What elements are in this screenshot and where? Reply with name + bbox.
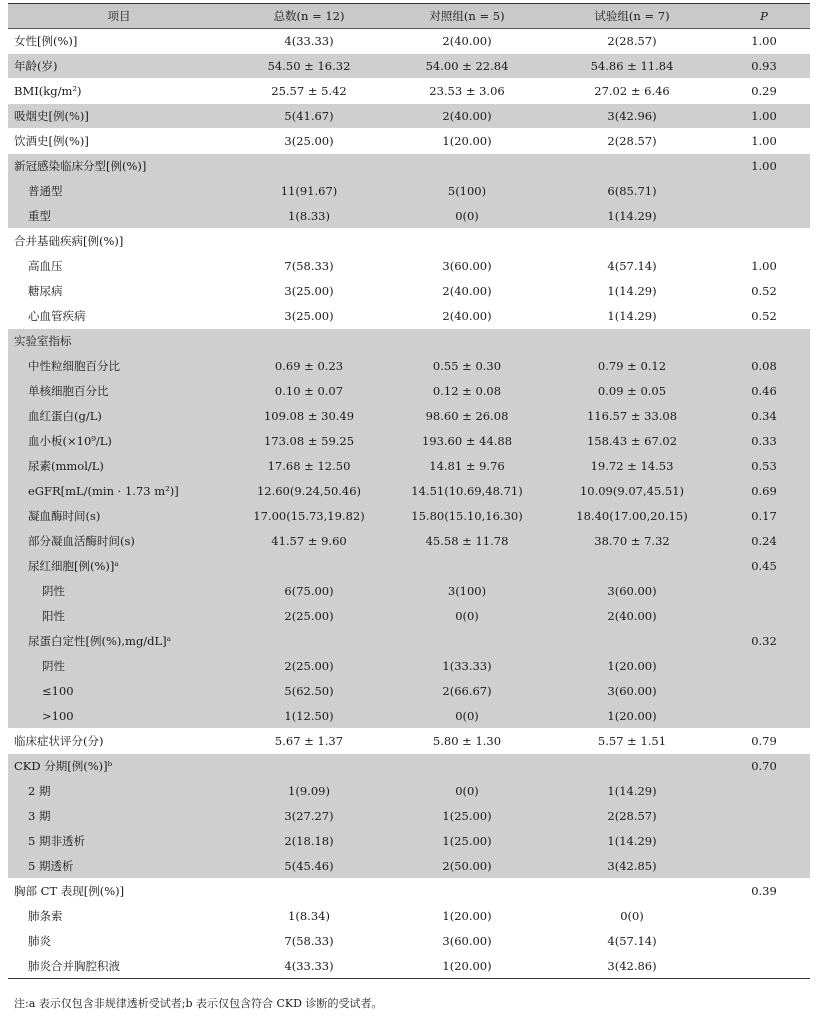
row-label: 血小板(×10⁹/L) bbox=[28, 434, 112, 448]
table-row bbox=[8, 304, 810, 329]
cell-control: 5(100) bbox=[447, 184, 487, 198]
row-label: BMI(kg/m²) bbox=[8, 79, 230, 104]
cell-p-value bbox=[718, 179, 810, 204]
cell-control: 54.00 ± 22.84 bbox=[388, 54, 546, 79]
baseline-characteristics-table bbox=[8, 3, 810, 979]
cell-total: 5(62.50) bbox=[284, 684, 334, 698]
cell-total: 3(27.27) bbox=[284, 809, 334, 823]
row-label: 心血管疾病 bbox=[28, 308, 86, 323]
cell-total: 1(8.33) bbox=[288, 208, 330, 223]
table-row bbox=[8, 29, 810, 54]
cell-test: 54.86 ± 11.84 bbox=[546, 54, 718, 79]
header-test: 试验组(n = 7) bbox=[546, 4, 718, 29]
cell-p-value: 0.52 bbox=[751, 284, 777, 298]
table-row bbox=[8, 104, 810, 129]
row-label: 凝血酶时间(s) bbox=[28, 509, 101, 523]
table-row bbox=[8, 54, 810, 79]
table-footnote: 注:a 表示仅包含非规律透析受试者;b 表示仅包含符合 CKD 诊断的受试者。 bbox=[14, 997, 383, 1010]
cell-control: 0.12 ± 0.08 bbox=[432, 384, 502, 398]
cell-test: 116.57 ± 33.08 bbox=[586, 409, 678, 423]
cell-test: 1(20.00) bbox=[607, 708, 657, 723]
cell-p-value: 0.69 bbox=[751, 484, 777, 498]
table-row bbox=[8, 504, 810, 529]
table-row bbox=[8, 204, 810, 229]
table-row bbox=[8, 804, 810, 829]
cell-p-value: 0.33 bbox=[751, 434, 777, 448]
cell-control: 2(40.00) bbox=[442, 284, 492, 298]
row-label: 重型 bbox=[28, 208, 51, 223]
cell-control: 14.51(10.69,48.71) bbox=[411, 484, 523, 498]
row-label: 单核细胞百分比 bbox=[28, 384, 109, 398]
table-row bbox=[8, 729, 810, 754]
cell-p-value: 1.00 bbox=[751, 34, 777, 48]
cell-control bbox=[388, 554, 546, 579]
table-row bbox=[8, 129, 810, 154]
cell-p-value: 0.24 bbox=[751, 534, 777, 548]
cell-total: 3(25.00) bbox=[230, 129, 388, 154]
cell-control: 3(60.00) bbox=[442, 259, 492, 273]
cell-total: 2(18.18) bbox=[284, 834, 334, 848]
cell-test: 3(42.85) bbox=[607, 858, 657, 873]
cell-test: 2(28.57) bbox=[607, 809, 657, 823]
cell-control: 1(25.00) bbox=[442, 809, 492, 823]
table-row bbox=[8, 379, 810, 404]
cell-control bbox=[388, 154, 546, 179]
cell-control: 1(20.00) bbox=[388, 129, 546, 154]
cell-control bbox=[388, 879, 546, 904]
cell-test: 10.09(9.07,45.51) bbox=[579, 484, 685, 498]
cell-p-value: 0.45 bbox=[751, 559, 777, 573]
cell-test: 6(85.71) bbox=[607, 184, 657, 198]
cell-control: 5.80 ± 1.30 bbox=[388, 729, 546, 754]
table-row bbox=[8, 679, 810, 704]
cell-total bbox=[230, 629, 388, 654]
row-label: 5 期透析 bbox=[28, 858, 74, 873]
cell-total: 2(25.00) bbox=[284, 659, 334, 673]
table-row bbox=[8, 654, 810, 679]
cell-control: 0.55 ± 0.30 bbox=[432, 359, 502, 373]
cell-total: 41.57 ± 9.60 bbox=[271, 534, 347, 548]
cell-test: 0.79 ± 0.12 bbox=[597, 359, 667, 373]
table-row bbox=[8, 529, 810, 554]
cell-test: 0(0) bbox=[620, 909, 644, 923]
table-row bbox=[8, 854, 810, 879]
cell-test bbox=[546, 879, 718, 904]
cell-test: 158.43 ± 67.02 bbox=[586, 434, 678, 448]
cell-p-value bbox=[718, 654, 810, 679]
cell-control: 2(50.00) bbox=[442, 858, 492, 873]
cell-total: 0.10 ± 0.07 bbox=[274, 384, 344, 398]
table-row bbox=[8, 329, 810, 354]
cell-control: 15.80(15.10,16.30) bbox=[411, 509, 523, 523]
row-label: 肺条索 bbox=[28, 909, 63, 923]
row-label: 糖尿病 bbox=[28, 284, 63, 298]
cell-p-value: 1.00 bbox=[751, 259, 777, 273]
cell-test: 4(57.14) bbox=[607, 259, 657, 273]
cell-control: 1(20.00) bbox=[442, 909, 492, 923]
cell-total: 4(33.33) bbox=[230, 954, 388, 979]
row-label: CKD 分期[例(%)]ᵇ bbox=[8, 754, 230, 779]
cell-control bbox=[388, 229, 546, 254]
cell-total: 0.69 ± 0.23 bbox=[274, 359, 344, 373]
row-label: 胸部 CT 表现[例(%)] bbox=[8, 879, 230, 904]
cell-total bbox=[230, 229, 388, 254]
cell-test: 18.40(17.00,20.15) bbox=[576, 509, 688, 523]
row-label: 中性粒细胞百分比 bbox=[28, 359, 120, 373]
table-row bbox=[8, 454, 810, 479]
row-label: ≤100 bbox=[42, 684, 74, 698]
cell-test: 1(14.29) bbox=[607, 284, 657, 298]
cell-control: 14.81 ± 9.76 bbox=[429, 459, 505, 473]
cell-p-value bbox=[718, 579, 810, 604]
cell-test bbox=[546, 629, 718, 654]
cell-total: 7(58.33) bbox=[284, 259, 334, 273]
cell-total: 7(58.33) bbox=[284, 934, 334, 948]
cell-total: 3(25.00) bbox=[284, 284, 334, 298]
cell-p-value bbox=[718, 704, 810, 729]
row-label: 尿蛋白定性[例(%),mg/dL]ᵃ bbox=[28, 634, 172, 648]
cell-p-value bbox=[718, 904, 810, 929]
cell-total: 4(33.33) bbox=[284, 34, 334, 48]
row-label: 2 期 bbox=[28, 784, 51, 798]
cell-test bbox=[546, 754, 718, 779]
cell-test: 4(57.14) bbox=[607, 934, 657, 948]
header-item: 项目 bbox=[8, 4, 230, 29]
cell-test bbox=[546, 229, 718, 254]
cell-p-value bbox=[718, 229, 810, 254]
cell-control: 1(20.00) bbox=[388, 954, 546, 979]
cell-total: 2(25.00) bbox=[284, 609, 334, 623]
row-label: 阴性 bbox=[42, 584, 65, 598]
table-row bbox=[8, 954, 810, 979]
row-label: 肺炎 bbox=[28, 934, 51, 948]
row-label: 普通型 bbox=[28, 184, 63, 198]
cell-control: 1(33.33) bbox=[442, 659, 492, 673]
cell-p-value bbox=[718, 854, 810, 879]
cell-test: 2(40.00) bbox=[607, 609, 657, 623]
table-header-row bbox=[8, 4, 810, 29]
cell-p-value bbox=[718, 829, 810, 854]
cell-total bbox=[230, 754, 388, 779]
cell-test bbox=[546, 329, 718, 354]
table-row bbox=[8, 754, 810, 779]
row-label: 阳性 bbox=[42, 609, 65, 623]
cell-total: 5.67 ± 1.37 bbox=[230, 729, 388, 754]
table-row bbox=[8, 829, 810, 854]
cell-control: 23.53 ± 3.06 bbox=[388, 79, 546, 104]
cell-control: 0(0) bbox=[455, 208, 479, 223]
row-label: 饮酒史[例(%)] bbox=[8, 129, 230, 154]
row-label: 3 期 bbox=[28, 809, 51, 823]
cell-p-value bbox=[718, 204, 810, 229]
cell-control: 3(60.00) bbox=[442, 934, 492, 948]
cell-total: 11(91.67) bbox=[280, 184, 338, 198]
cell-total: 5(45.46) bbox=[284, 858, 334, 873]
row-label: 部分凝血活酶时间(s) bbox=[28, 534, 135, 548]
cell-control: 2(40.00) bbox=[442, 34, 492, 48]
table-row bbox=[8, 79, 810, 104]
cell-p-value: 0.46 bbox=[751, 384, 777, 398]
row-label: 肺炎合并胸腔积液 bbox=[8, 954, 230, 979]
cell-control: 0(0) bbox=[455, 708, 479, 723]
cell-test bbox=[546, 554, 718, 579]
cell-test: 2(28.57) bbox=[607, 34, 657, 48]
table-row bbox=[8, 254, 810, 279]
cell-p-value: 0.08 bbox=[751, 359, 777, 373]
cell-test: 0.09 ± 0.05 bbox=[597, 384, 667, 398]
cell-p-value: 0.93 bbox=[718, 54, 810, 79]
cell-control bbox=[388, 329, 546, 354]
cell-p-value: 1.00 bbox=[718, 129, 810, 154]
cell-total: 17.68 ± 12.50 bbox=[267, 459, 351, 473]
cell-control: 1(25.00) bbox=[442, 834, 492, 848]
row-label: 5 期非透析 bbox=[28, 834, 85, 848]
cell-total bbox=[230, 554, 388, 579]
cell-p-value bbox=[718, 804, 810, 829]
table-row bbox=[8, 429, 810, 454]
cell-total: 5(41.67) bbox=[230, 104, 388, 129]
row-label: 新冠感染临床分型[例(%)] bbox=[8, 154, 230, 179]
cell-p-value bbox=[718, 329, 810, 354]
cell-control bbox=[388, 754, 546, 779]
row-label: 女性[例(%)] bbox=[14, 34, 78, 48]
table-row bbox=[8, 479, 810, 504]
row-label: 年龄(岁) bbox=[8, 54, 230, 79]
table-row bbox=[8, 629, 810, 654]
cell-p-value: 0.32 bbox=[751, 634, 777, 648]
cell-test: 1(20.00) bbox=[607, 659, 657, 673]
cell-test bbox=[546, 154, 718, 179]
cell-total: 6(75.00) bbox=[284, 584, 334, 598]
cell-total: 1(8.34) bbox=[288, 909, 330, 923]
table-row bbox=[8, 904, 810, 929]
cell-test: 3(42.96) bbox=[546, 104, 718, 129]
cell-total: 1(9.09) bbox=[288, 784, 330, 798]
cell-p-value: 0.52 bbox=[751, 308, 777, 323]
cell-test: 27.02 ± 6.46 bbox=[546, 79, 718, 104]
cell-test: 3(60.00) bbox=[607, 684, 657, 698]
cell-test: 19.72 ± 14.53 bbox=[590, 459, 674, 473]
cell-control: 98.60 ± 26.08 bbox=[425, 409, 509, 423]
cell-test: 3(42.86) bbox=[546, 954, 718, 979]
cell-p-value: 0.39 bbox=[718, 879, 810, 904]
cell-p-value: 0.53 bbox=[751, 459, 777, 473]
row-label: 尿红细胞[例(%)]ᵃ bbox=[28, 559, 119, 573]
table-row bbox=[8, 604, 810, 629]
cell-total: 12.60(9.24,50.46) bbox=[256, 484, 362, 498]
row-label: 吸烟史[例(%)] bbox=[8, 104, 230, 129]
cell-control bbox=[388, 629, 546, 654]
cell-p-value bbox=[718, 679, 810, 704]
cell-p-value: 0.17 bbox=[751, 509, 777, 523]
cell-control: 193.60 ± 44.88 bbox=[421, 434, 513, 448]
cell-control: 3(100) bbox=[447, 584, 487, 598]
cell-total bbox=[230, 154, 388, 179]
table-row bbox=[8, 704, 810, 729]
header-p-value: P bbox=[718, 4, 810, 29]
cell-p-value: 0.70 bbox=[718, 754, 810, 779]
header-control: 对照组(n = 5) bbox=[388, 4, 546, 29]
cell-p-value: 0.34 bbox=[751, 409, 777, 423]
cell-p-value: 0.29 bbox=[718, 79, 810, 104]
table-row bbox=[8, 579, 810, 604]
cell-p-value bbox=[718, 954, 810, 979]
cell-control: 45.58 ± 11.78 bbox=[425, 534, 509, 548]
row-label: 临床症状评分(分) bbox=[8, 729, 230, 754]
table-row bbox=[8, 879, 810, 904]
table-body bbox=[8, 29, 810, 979]
row-label: 高血压 bbox=[28, 259, 63, 273]
cell-test: 1(14.29) bbox=[607, 208, 657, 223]
table-row bbox=[8, 279, 810, 304]
row-label: 血红蛋白(g/L) bbox=[28, 409, 102, 423]
baseline-table-container bbox=[8, 3, 810, 979]
cell-control: 0(0) bbox=[455, 784, 479, 798]
cell-p-value bbox=[718, 779, 810, 804]
table-row bbox=[8, 554, 810, 579]
cell-test: 5.57 ± 1.51 bbox=[546, 729, 718, 754]
cell-total: 1(12.50) bbox=[284, 708, 334, 723]
table-row bbox=[8, 404, 810, 429]
cell-p-value bbox=[718, 604, 810, 629]
cell-p-value: 1.00 bbox=[718, 154, 810, 179]
row-label: 实验室指标 bbox=[8, 329, 230, 354]
cell-control: 2(66.67) bbox=[442, 684, 492, 698]
row-label: 尿素(mmol/L) bbox=[28, 459, 104, 473]
cell-total: 3(25.00) bbox=[284, 308, 334, 323]
table-row bbox=[8, 779, 810, 804]
cell-total bbox=[230, 329, 388, 354]
cell-p-value: 1.00 bbox=[718, 104, 810, 129]
cell-test: 1(14.29) bbox=[607, 784, 657, 798]
table-row bbox=[8, 354, 810, 379]
cell-test: 2(28.57) bbox=[546, 129, 718, 154]
cell-test: 1(14.29) bbox=[607, 308, 657, 323]
cell-p-value: 0.79 bbox=[718, 729, 810, 754]
cell-total: 17.00(15.73,19.82) bbox=[253, 509, 365, 523]
table-row bbox=[8, 229, 810, 254]
cell-control: 2(40.00) bbox=[442, 308, 492, 323]
header-total: 总数(n = 12) bbox=[230, 4, 388, 29]
cell-total bbox=[230, 879, 388, 904]
cell-total: 173.08 ± 59.25 bbox=[263, 434, 355, 448]
row-label: eGFR[mL/(min · 1.73 m²)] bbox=[28, 484, 179, 498]
cell-test: 3(60.00) bbox=[607, 584, 657, 598]
cell-test: 1(14.29) bbox=[607, 834, 657, 848]
table-row bbox=[8, 929, 810, 954]
cell-total: 54.50 ± 16.32 bbox=[230, 54, 388, 79]
cell-total: 109.08 ± 30.49 bbox=[263, 409, 355, 423]
cell-total: 25.57 ± 5.42 bbox=[230, 79, 388, 104]
cell-test: 38.70 ± 7.32 bbox=[594, 534, 670, 548]
row-label: >100 bbox=[42, 708, 74, 723]
table-row bbox=[8, 179, 810, 204]
row-label: 阴性 bbox=[42, 659, 65, 673]
table-row bbox=[8, 154, 810, 179]
cell-control: 0(0) bbox=[455, 609, 479, 623]
cell-control: 2(40.00) bbox=[388, 104, 546, 129]
cell-p-value bbox=[718, 929, 810, 954]
row-label: 合并基础疾病[例(%)] bbox=[8, 229, 230, 254]
